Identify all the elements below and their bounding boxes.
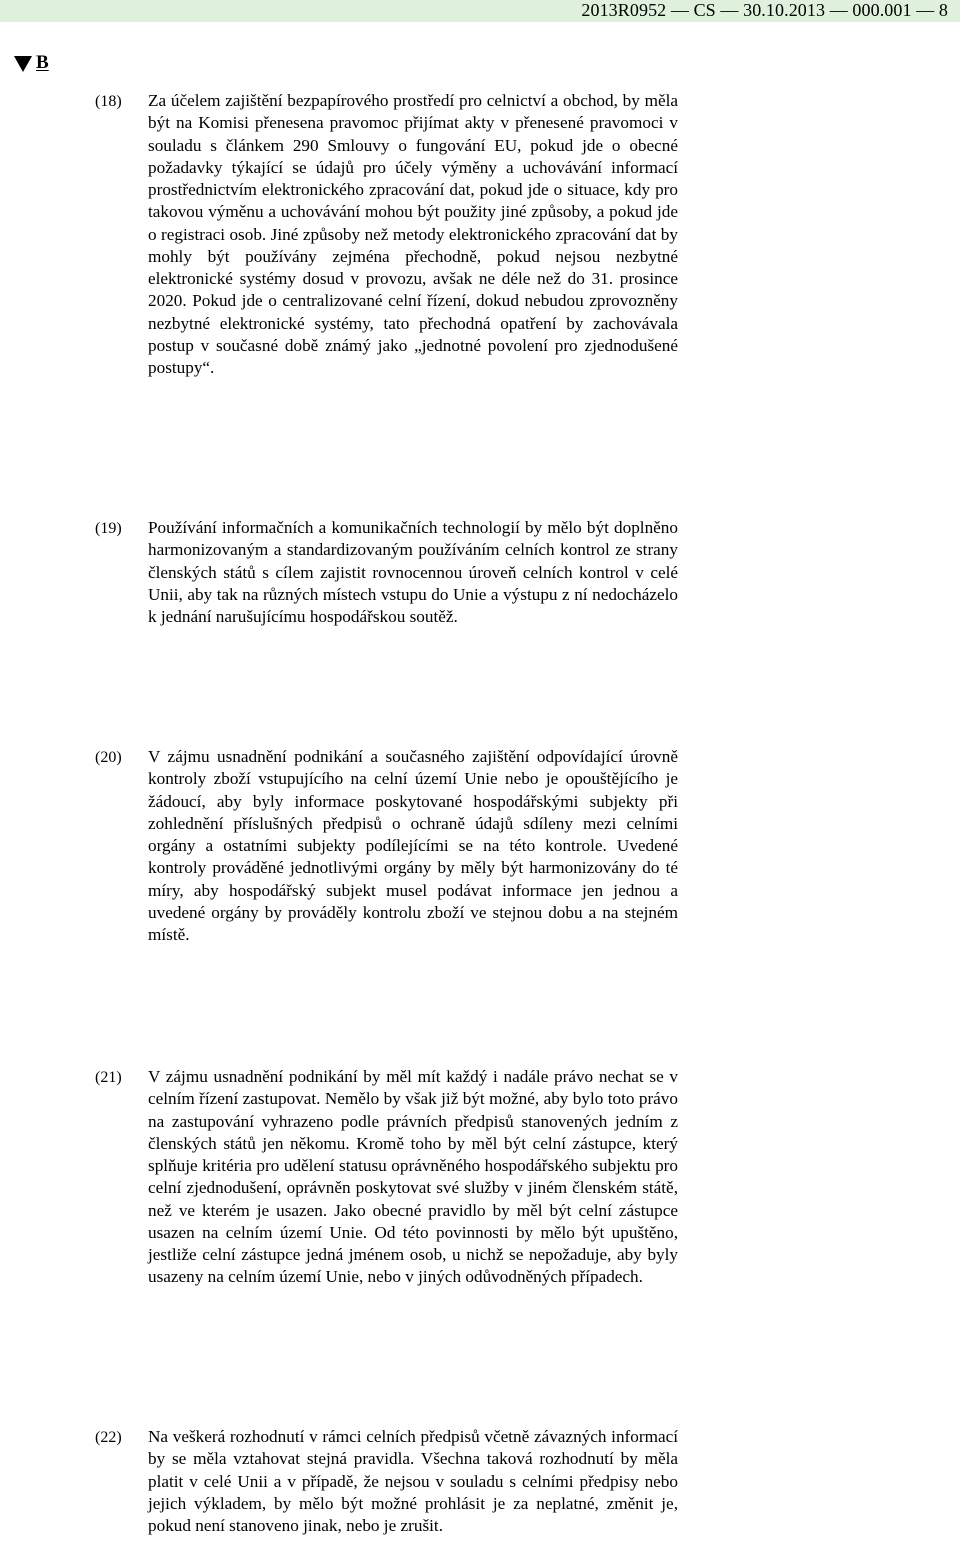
recital-number: (18) xyxy=(95,93,122,110)
recital-number: (19) xyxy=(95,520,122,537)
recital-number: (22) xyxy=(95,1429,122,1446)
page-header-reference: 2013R0952 — CS — 30.10.2013 — 000.001 — 8 xyxy=(581,0,948,20)
recital-text: Na veškerá rozhodnutí v rámci celních předpisů včetně závazných informací by se měla vztahovat stejná pravidla. Všechna taková rozhodnutí by měla platit v celé Unii a v případě, že nejsou v souladu s celními předpisy nebo jejich výkladem, by mělo být možné prohlásit je za neplatné, změnit je, pokud není stanoveno jinak, nebo je zrušit. xyxy=(148,1427,678,1535)
recital-text: Používání informačních a komunikačních technologií by mělo být doplněno harmonizovaným a standardizovaným používáním celních kontrol ze strany členských států s cílem zajistit rovnocennou úroveň celních kontrol v celé Unii, aby tak na různých místech vstupu do Unie a výstupu z ní nedocházelo k jednání narušujícímu hospodářskou soutěž. xyxy=(148,518,678,626)
triangle-down-icon xyxy=(14,56,32,72)
recital-number: (20) xyxy=(95,749,122,766)
page-header-bar xyxy=(0,0,960,22)
recital-text: V zájmu usnadnění podnikání by měl mít každý i nadále právo nechat se v celním řízení zastupovat. Nemělo by však již být možné, aby bylo toto právo na zastupování vyhrazeno podle právních předpisů stanovených jedním z členských států jen někomu. Kromě toho by měl být celní zástupce, který splňuje kritéria pro udělení statusu oprávněného hospodářského subjektu pro celní zjednodušení, oprávněn poskytovat své služby v jiném členském státě, než ve kterém je usazen. Jako obecné pravidlo by měl být celní zástupce usazen na celním území Unie. Od této povinnosti by mělo být upuštěno, jestliže celní zástupce jedná jménem osob, u nichž se nepožaduje, aby byly usazeny na celním území Unie, nebo v jiných odůvodněných případech. xyxy=(148,1067,678,1287)
recital-text: V zájmu usnadnění podnikání a současného zajištění odpovídající úrovně kontroly zboží vstupujícího na celní území Unie nebo je opouštějícího je žádoucí, aby byly informace poskytované hospodářskými subjekty při zohlednění příslušných předpisů o ochraně údajů sdíleny mezi celními orgány a ostatními subjekty podílejícími se na této kontrole. Uvedené kontroly prováděné jednotlivými orgány by měly být harmonizovány do té míry, aby hospodářský subjekt musel podávat informace jen jednou a uvedené orgány by prováděly kontrolu zboží ve stejnou dobu a na stejném místě. xyxy=(148,747,678,944)
recital-number: (21) xyxy=(95,1069,122,1086)
amendment-marker xyxy=(14,53,49,73)
amendment-marker-letter: B xyxy=(36,52,49,73)
recital-text: Za účelem zajištění bezpapírového prostředí pro celnictví a obchod, by měla být na Komisi přenesena pravomoc přijímat akty v přenesené pravomoci v souladu s článkem 290 Smlouvy o fungování EU, pokud jde o obecné požadavky týkající se údajů pro účely výměny a uchovávání informací prostřednictvím elektronického zpracování dat, pokud jde o situace, kdy pro takovou výměnu a uchovávání mohou být použity jiné způsoby, a pokud jde o registraci osob. Jiné způsoby než metody elektronického zpracování dat by mohly být používány zejména přechodně, pokud nejsou nezbytné elektronické systémy dosud v provozu, avšak ne déle než do 31. prosince 2020. Pokud jde o centralizované celní řízení, dokud nebudou zprovozněny nezbytné elektronické systémy, tato přechodná opatření by zachovávala postup v současné době známý jako „jednotné povolení pro zjednodušené postupy“. xyxy=(148,91,678,377)
